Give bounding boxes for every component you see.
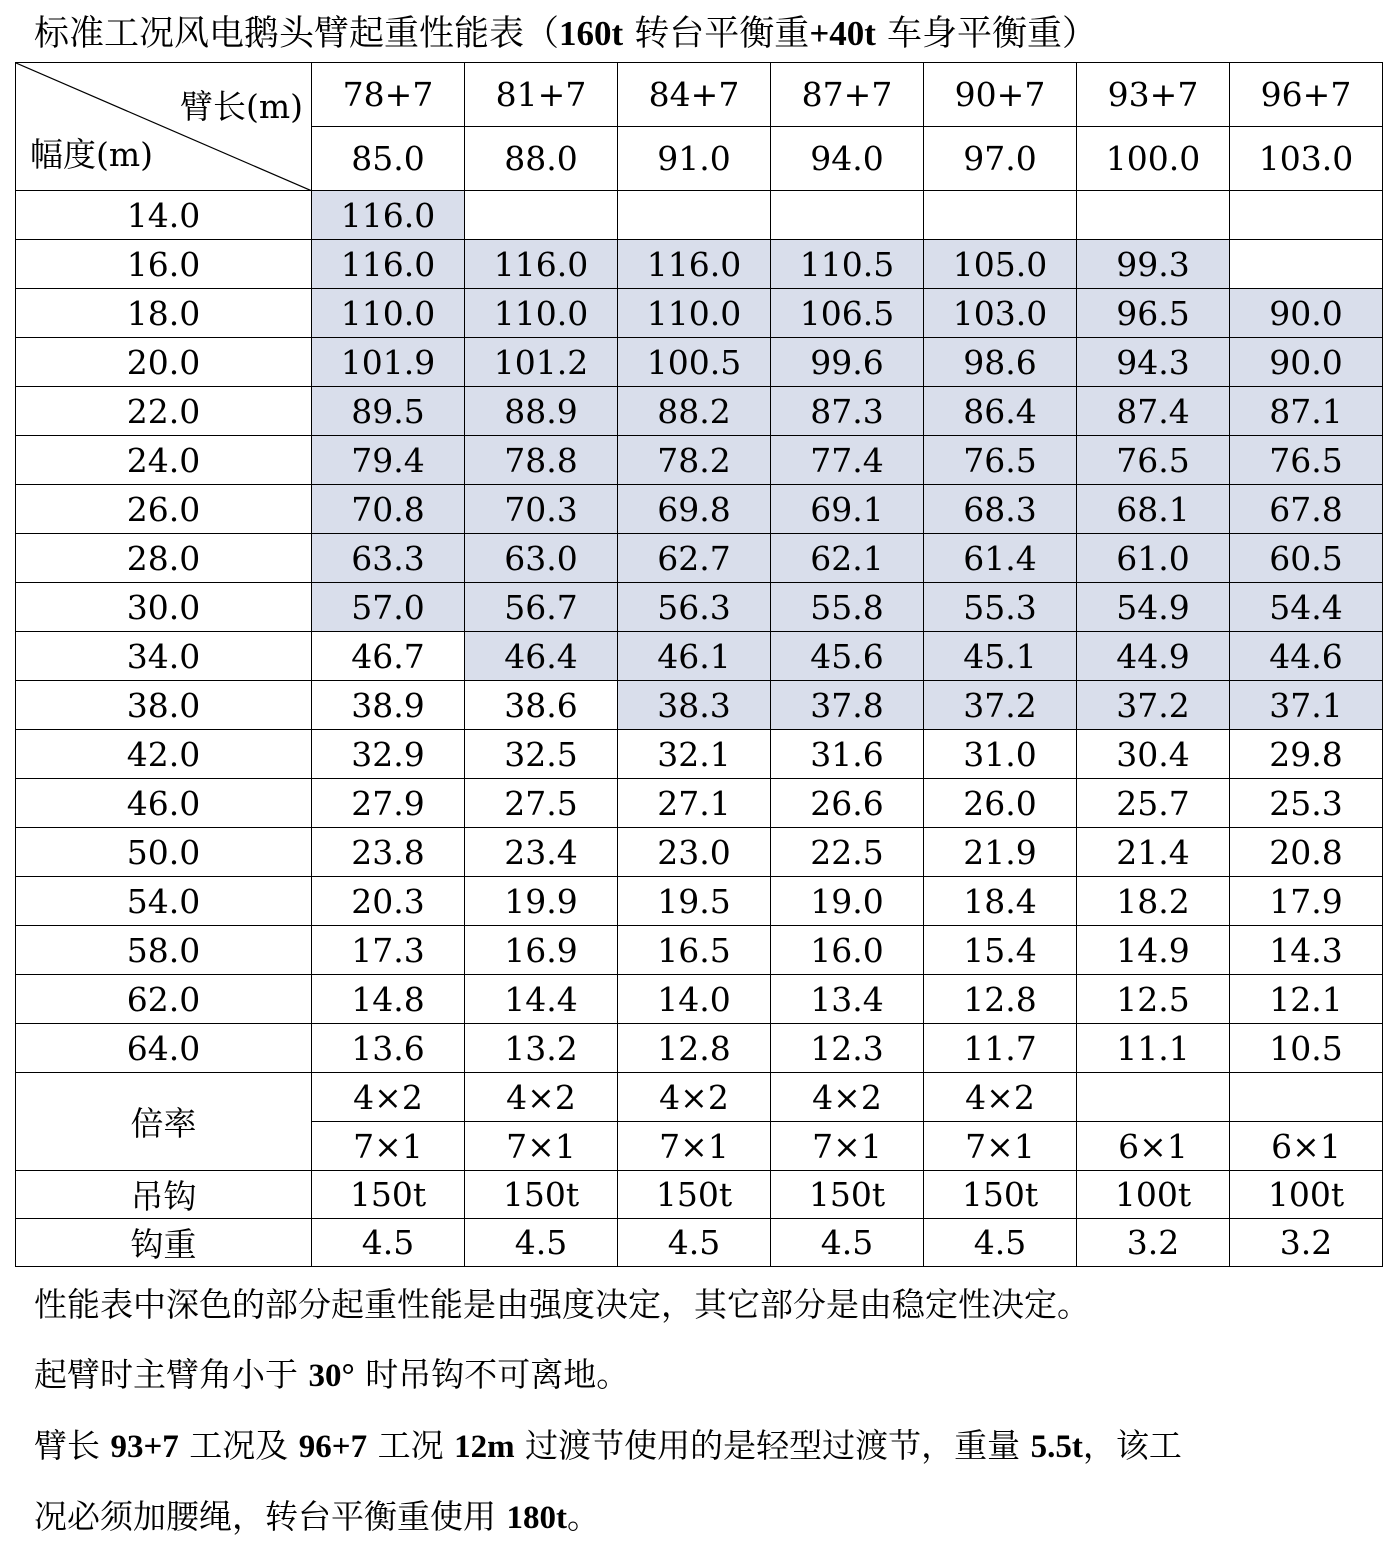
hook-cell: 150t — [771, 1171, 924, 1219]
header-diagonal-cell — [16, 63, 312, 191]
capacity-cell: 19.9 — [465, 877, 618, 926]
capacity-cell: 46.7 — [312, 632, 465, 681]
capacity-cell: 37.1 — [1230, 681, 1383, 730]
ratio-cell: 4×2 — [618, 1073, 771, 1122]
note-angle: 起臂时主臂角小于 30° 时吊钩不可离地。 — [34, 1355, 630, 1394]
radius-cell: 30.0 — [16, 583, 312, 632]
radius-cell: 62.0 — [16, 975, 312, 1024]
capacity-cell: 11.7 — [924, 1024, 1077, 1073]
capacity-cell: 12.8 — [924, 975, 1077, 1024]
capacity-cell: 44.9 — [1077, 632, 1230, 681]
radius-cell: 26.0 — [16, 485, 312, 534]
capacity-cell: 89.5 — [312, 387, 465, 436]
capacity-cell: 76.5 — [924, 436, 1077, 485]
boom-combo-cell: 96+7 — [1230, 63, 1383, 127]
capacity-cell: 21.4 — [1077, 828, 1230, 877]
capacity-cell: 105.0 — [924, 240, 1077, 289]
capacity-cell: 110.0 — [312, 289, 465, 338]
radius-cell: 54.0 — [16, 877, 312, 926]
capacity-cell: 13.2 — [465, 1024, 618, 1073]
ratio-label: 倍率 — [16, 1073, 312, 1171]
capacity-cell: 86.4 — [924, 387, 1077, 436]
capacity-cell: 16.5 — [618, 926, 771, 975]
load-chart-table — [15, 62, 1383, 1267]
ratio-cell: 7×1 — [618, 1122, 771, 1171]
capacity-cell: 106.5 — [771, 289, 924, 338]
capacity-cell — [924, 191, 1077, 240]
note-transition: 臂长 93+7 工况及 96+7 工况 12m 过渡节使用的是轻型过渡节，重量 5.5t，该工 — [34, 1426, 1182, 1465]
capacity-cell: 26.6 — [771, 779, 924, 828]
ratio-cell: 7×1 — [465, 1122, 618, 1171]
radius-cell: 22.0 — [16, 387, 312, 436]
boom-total-cell: 91.0 — [618, 127, 771, 191]
capacity-cell: 20.3 — [312, 877, 465, 926]
capacity-cell: 27.5 — [465, 779, 618, 828]
table-row — [16, 975, 1383, 1024]
capacity-cell: 77.4 — [771, 436, 924, 485]
capacity-cell: 103.0 — [924, 289, 1077, 338]
hook-cell: 100t — [1230, 1171, 1383, 1219]
boom-length-label: 臂长(m) — [179, 87, 303, 126]
capacity-cell: 32.5 — [465, 730, 618, 779]
table-row — [16, 1219, 1383, 1267]
table-row — [16, 191, 1383, 240]
capacity-cell: 45.6 — [771, 632, 924, 681]
capacity-cell: 38.3 — [618, 681, 771, 730]
ratio-cell: 6×1 — [1077, 1122, 1230, 1171]
table-row — [16, 926, 1383, 975]
radius-cell: 20.0 — [16, 338, 312, 387]
capacity-cell: 101.2 — [465, 338, 618, 387]
capacity-cell — [465, 191, 618, 240]
capacity-cell: 68.3 — [924, 485, 1077, 534]
capacity-cell — [1230, 191, 1383, 240]
capacity-cell: 100.5 — [618, 338, 771, 387]
capacity-cell: 16.9 — [465, 926, 618, 975]
capacity-cell: 16.0 — [771, 926, 924, 975]
capacity-cell: 13.4 — [771, 975, 924, 1024]
boom-total-cell: 88.0 — [465, 127, 618, 191]
capacity-cell: 99.6 — [771, 338, 924, 387]
capacity-cell: 57.0 — [312, 583, 465, 632]
capacity-cell: 62.1 — [771, 534, 924, 583]
table-row — [16, 828, 1383, 877]
table-row — [16, 779, 1383, 828]
table-row — [16, 338, 1383, 387]
capacity-cell: 31.6 — [771, 730, 924, 779]
table-row — [16, 534, 1383, 583]
capacity-cell: 30.4 — [1077, 730, 1230, 779]
capacity-cell: 90.0 — [1230, 338, 1383, 387]
radius-cell: 18.0 — [16, 289, 312, 338]
capacity-cell: 55.8 — [771, 583, 924, 632]
capacity-cell: 60.5 — [1230, 534, 1383, 583]
capacity-cell: 116.0 — [312, 240, 465, 289]
table-row — [16, 730, 1383, 779]
note-strength: 性能表中深色的部分起重性能是由强度决定，其它部分是由稳定性决定。 — [34, 1285, 1090, 1324]
capacity-cell: 61.0 — [1077, 534, 1230, 583]
capacity-cell: 96.5 — [1077, 289, 1230, 338]
boom-total-cell: 85.0 — [312, 127, 465, 191]
capacity-cell: 13.6 — [312, 1024, 465, 1073]
ratio-cell: 7×1 — [924, 1122, 1077, 1171]
hook-cell: 150t — [312, 1171, 465, 1219]
capacity-cell: 37.2 — [924, 681, 1077, 730]
radius-cell: 28.0 — [16, 534, 312, 583]
hook-cell: 100t — [1077, 1171, 1230, 1219]
table-row — [16, 289, 1383, 338]
capacity-cell: 70.3 — [465, 485, 618, 534]
hook-cell: 150t — [465, 1171, 618, 1219]
radius-cell: 34.0 — [16, 632, 312, 681]
hook-weight-cell: 4.5 — [312, 1219, 465, 1267]
boom-combo-cell: 87+7 — [771, 63, 924, 127]
ratio-cell: 4×2 — [771, 1073, 924, 1122]
radius-cell: 64.0 — [16, 1024, 312, 1073]
note-waist-rope: 况必须加腰绳，转台平衡重使用 180t。 — [34, 1497, 600, 1536]
table-row — [16, 485, 1383, 534]
capacity-cell: 20.8 — [1230, 828, 1383, 877]
capacity-cell: 25.3 — [1230, 779, 1383, 828]
table-row — [16, 240, 1383, 289]
capacity-cell: 10.5 — [1230, 1024, 1383, 1073]
capacity-cell: 11.1 — [1077, 1024, 1230, 1073]
ratio-cell: 6×1 — [1230, 1122, 1383, 1171]
capacity-cell: 67.8 — [1230, 485, 1383, 534]
hook-cell: 150t — [618, 1171, 771, 1219]
boom-total-cell: 100.0 — [1077, 127, 1230, 191]
boom-combo-cell: 93+7 — [1077, 63, 1230, 127]
hook-weight-cell: 4.5 — [771, 1219, 924, 1267]
capacity-cell: 61.4 — [924, 534, 1077, 583]
capacity-cell: 19.5 — [618, 877, 771, 926]
capacity-cell: 14.4 — [465, 975, 618, 1024]
hook-label: 吊钩 — [16, 1171, 312, 1219]
hook-cell: 150t — [924, 1171, 1077, 1219]
capacity-cell: 69.8 — [618, 485, 771, 534]
table-row — [16, 1171, 1383, 1219]
capacity-cell: 15.4 — [924, 926, 1077, 975]
capacity-cell: 110.5 — [771, 240, 924, 289]
capacity-cell: 56.3 — [618, 583, 771, 632]
capacity-cell: 63.0 — [465, 534, 618, 583]
boom-combo-cell: 78+7 — [312, 63, 465, 127]
capacity-cell: 78.2 — [618, 436, 771, 485]
radius-cell: 14.0 — [16, 191, 312, 240]
capacity-cell: 98.6 — [924, 338, 1077, 387]
capacity-cell: 12.5 — [1077, 975, 1230, 1024]
ratio-cell: 7×1 — [771, 1122, 924, 1171]
ratio-cell — [1230, 1073, 1383, 1122]
table-row — [16, 877, 1383, 926]
hook-weight-cell: 3.2 — [1230, 1219, 1383, 1267]
radius-cell: 58.0 — [16, 926, 312, 975]
capacity-cell: 110.0 — [618, 289, 771, 338]
capacity-cell: 22.5 — [771, 828, 924, 877]
capacity-cell: 18.2 — [1077, 877, 1230, 926]
capacity-cell — [1077, 191, 1230, 240]
capacity-cell: 38.6 — [465, 681, 618, 730]
capacity-cell: 101.9 — [312, 338, 465, 387]
capacity-cell: 79.4 — [312, 436, 465, 485]
capacity-cell: 56.7 — [465, 583, 618, 632]
boom-combo-cell: 81+7 — [465, 63, 618, 127]
capacity-cell: 23.8 — [312, 828, 465, 877]
hook-weight-label: 钩重 — [16, 1219, 312, 1267]
capacity-cell: 12.3 — [771, 1024, 924, 1073]
radius-cell: 24.0 — [16, 436, 312, 485]
table-row — [16, 1073, 1383, 1122]
capacity-cell: 116.0 — [618, 240, 771, 289]
capacity-cell: 27.1 — [618, 779, 771, 828]
capacity-cell: 55.3 — [924, 583, 1077, 632]
capacity-cell: 45.1 — [924, 632, 1077, 681]
capacity-cell: 88.9 — [465, 387, 618, 436]
capacity-cell: 12.8 — [618, 1024, 771, 1073]
table-row — [16, 387, 1383, 436]
capacity-cell: 87.3 — [771, 387, 924, 436]
ratio-cell: 4×2 — [312, 1073, 465, 1122]
capacity-cell: 54.4 — [1230, 583, 1383, 632]
ratio-cell: 7×1 — [312, 1122, 465, 1171]
hook-weight-cell: 4.5 — [618, 1219, 771, 1267]
capacity-cell: 68.1 — [1077, 485, 1230, 534]
capacity-cell: 37.2 — [1077, 681, 1230, 730]
capacity-cell: 17.9 — [1230, 877, 1383, 926]
table-row — [16, 632, 1383, 681]
capacity-cell: 62.7 — [618, 534, 771, 583]
capacity-cell — [1230, 240, 1383, 289]
boom-total-cell: 103.0 — [1230, 127, 1383, 191]
capacity-cell: 23.0 — [618, 828, 771, 877]
capacity-cell: 25.7 — [1077, 779, 1230, 828]
ratio-cell — [1077, 1073, 1230, 1122]
boom-combo-cell: 84+7 — [618, 63, 771, 127]
capacity-cell: 14.0 — [618, 975, 771, 1024]
ratio-cell: 4×2 — [924, 1073, 1077, 1122]
radius-label: 幅度(m) — [30, 135, 154, 174]
table-row — [16, 583, 1383, 632]
radius-cell: 50.0 — [16, 828, 312, 877]
capacity-cell: 94.3 — [1077, 338, 1230, 387]
boom-total-cell: 97.0 — [924, 127, 1077, 191]
capacity-cell: 31.0 — [924, 730, 1077, 779]
capacity-cell: 19.0 — [771, 877, 924, 926]
capacity-cell: 14.3 — [1230, 926, 1383, 975]
capacity-cell: 27.9 — [312, 779, 465, 828]
capacity-cell: 44.6 — [1230, 632, 1383, 681]
boom-combo-cell: 90+7 — [924, 63, 1077, 127]
capacity-cell: 29.8 — [1230, 730, 1383, 779]
capacity-cell: 26.0 — [924, 779, 1077, 828]
capacity-cell: 32.9 — [312, 730, 465, 779]
capacity-cell: 32.1 — [618, 730, 771, 779]
capacity-cell: 99.3 — [1077, 240, 1230, 289]
radius-cell: 46.0 — [16, 779, 312, 828]
hook-weight-cell: 4.5 — [924, 1219, 1077, 1267]
capacity-cell: 14.8 — [312, 975, 465, 1024]
capacity-cell — [618, 191, 771, 240]
capacity-cell: 78.8 — [465, 436, 618, 485]
capacity-cell: 54.9 — [1077, 583, 1230, 632]
table-row — [16, 436, 1383, 485]
capacity-cell: 17.3 — [312, 926, 465, 975]
capacity-cell: 18.4 — [924, 877, 1077, 926]
capacity-cell: 23.4 — [465, 828, 618, 877]
capacity-cell: 14.9 — [1077, 926, 1230, 975]
capacity-cell — [771, 191, 924, 240]
radius-cell: 38.0 — [16, 681, 312, 730]
capacity-cell: 87.1 — [1230, 387, 1383, 436]
hook-weight-cell: 3.2 — [1077, 1219, 1230, 1267]
capacity-cell: 116.0 — [312, 191, 465, 240]
capacity-cell: 46.4 — [465, 632, 618, 681]
capacity-cell: 87.4 — [1077, 387, 1230, 436]
capacity-cell: 69.1 — [771, 485, 924, 534]
capacity-cell: 46.1 — [618, 632, 771, 681]
capacity-cell: 63.3 — [312, 534, 465, 583]
capacity-cell: 116.0 — [465, 240, 618, 289]
capacity-cell: 76.5 — [1230, 436, 1383, 485]
capacity-cell: 76.5 — [1077, 436, 1230, 485]
notes — [34, 1270, 1182, 1553]
radius-cell: 42.0 — [16, 730, 312, 779]
capacity-cell: 38.9 — [312, 681, 465, 730]
hook-weight-cell: 4.5 — [465, 1219, 618, 1267]
capacity-cell: 12.1 — [1230, 975, 1383, 1024]
capacity-cell: 70.8 — [312, 485, 465, 534]
capacity-cell: 110.0 — [465, 289, 618, 338]
boom-total-cell: 94.0 — [771, 127, 924, 191]
capacity-cell: 90.0 — [1230, 289, 1383, 338]
capacity-cell: 88.2 — [618, 387, 771, 436]
table-row — [16, 681, 1383, 730]
capacity-cell: 21.9 — [924, 828, 1077, 877]
capacity-cell: 37.8 — [771, 681, 924, 730]
ratio-cell: 4×2 — [465, 1073, 618, 1122]
page-title: 标准工况风电鹅头臂起重性能表（160t 转台平衡重+40t 车身平衡重） — [34, 14, 1098, 54]
radius-cell: 16.0 — [16, 240, 312, 289]
table-row — [16, 1024, 1383, 1073]
